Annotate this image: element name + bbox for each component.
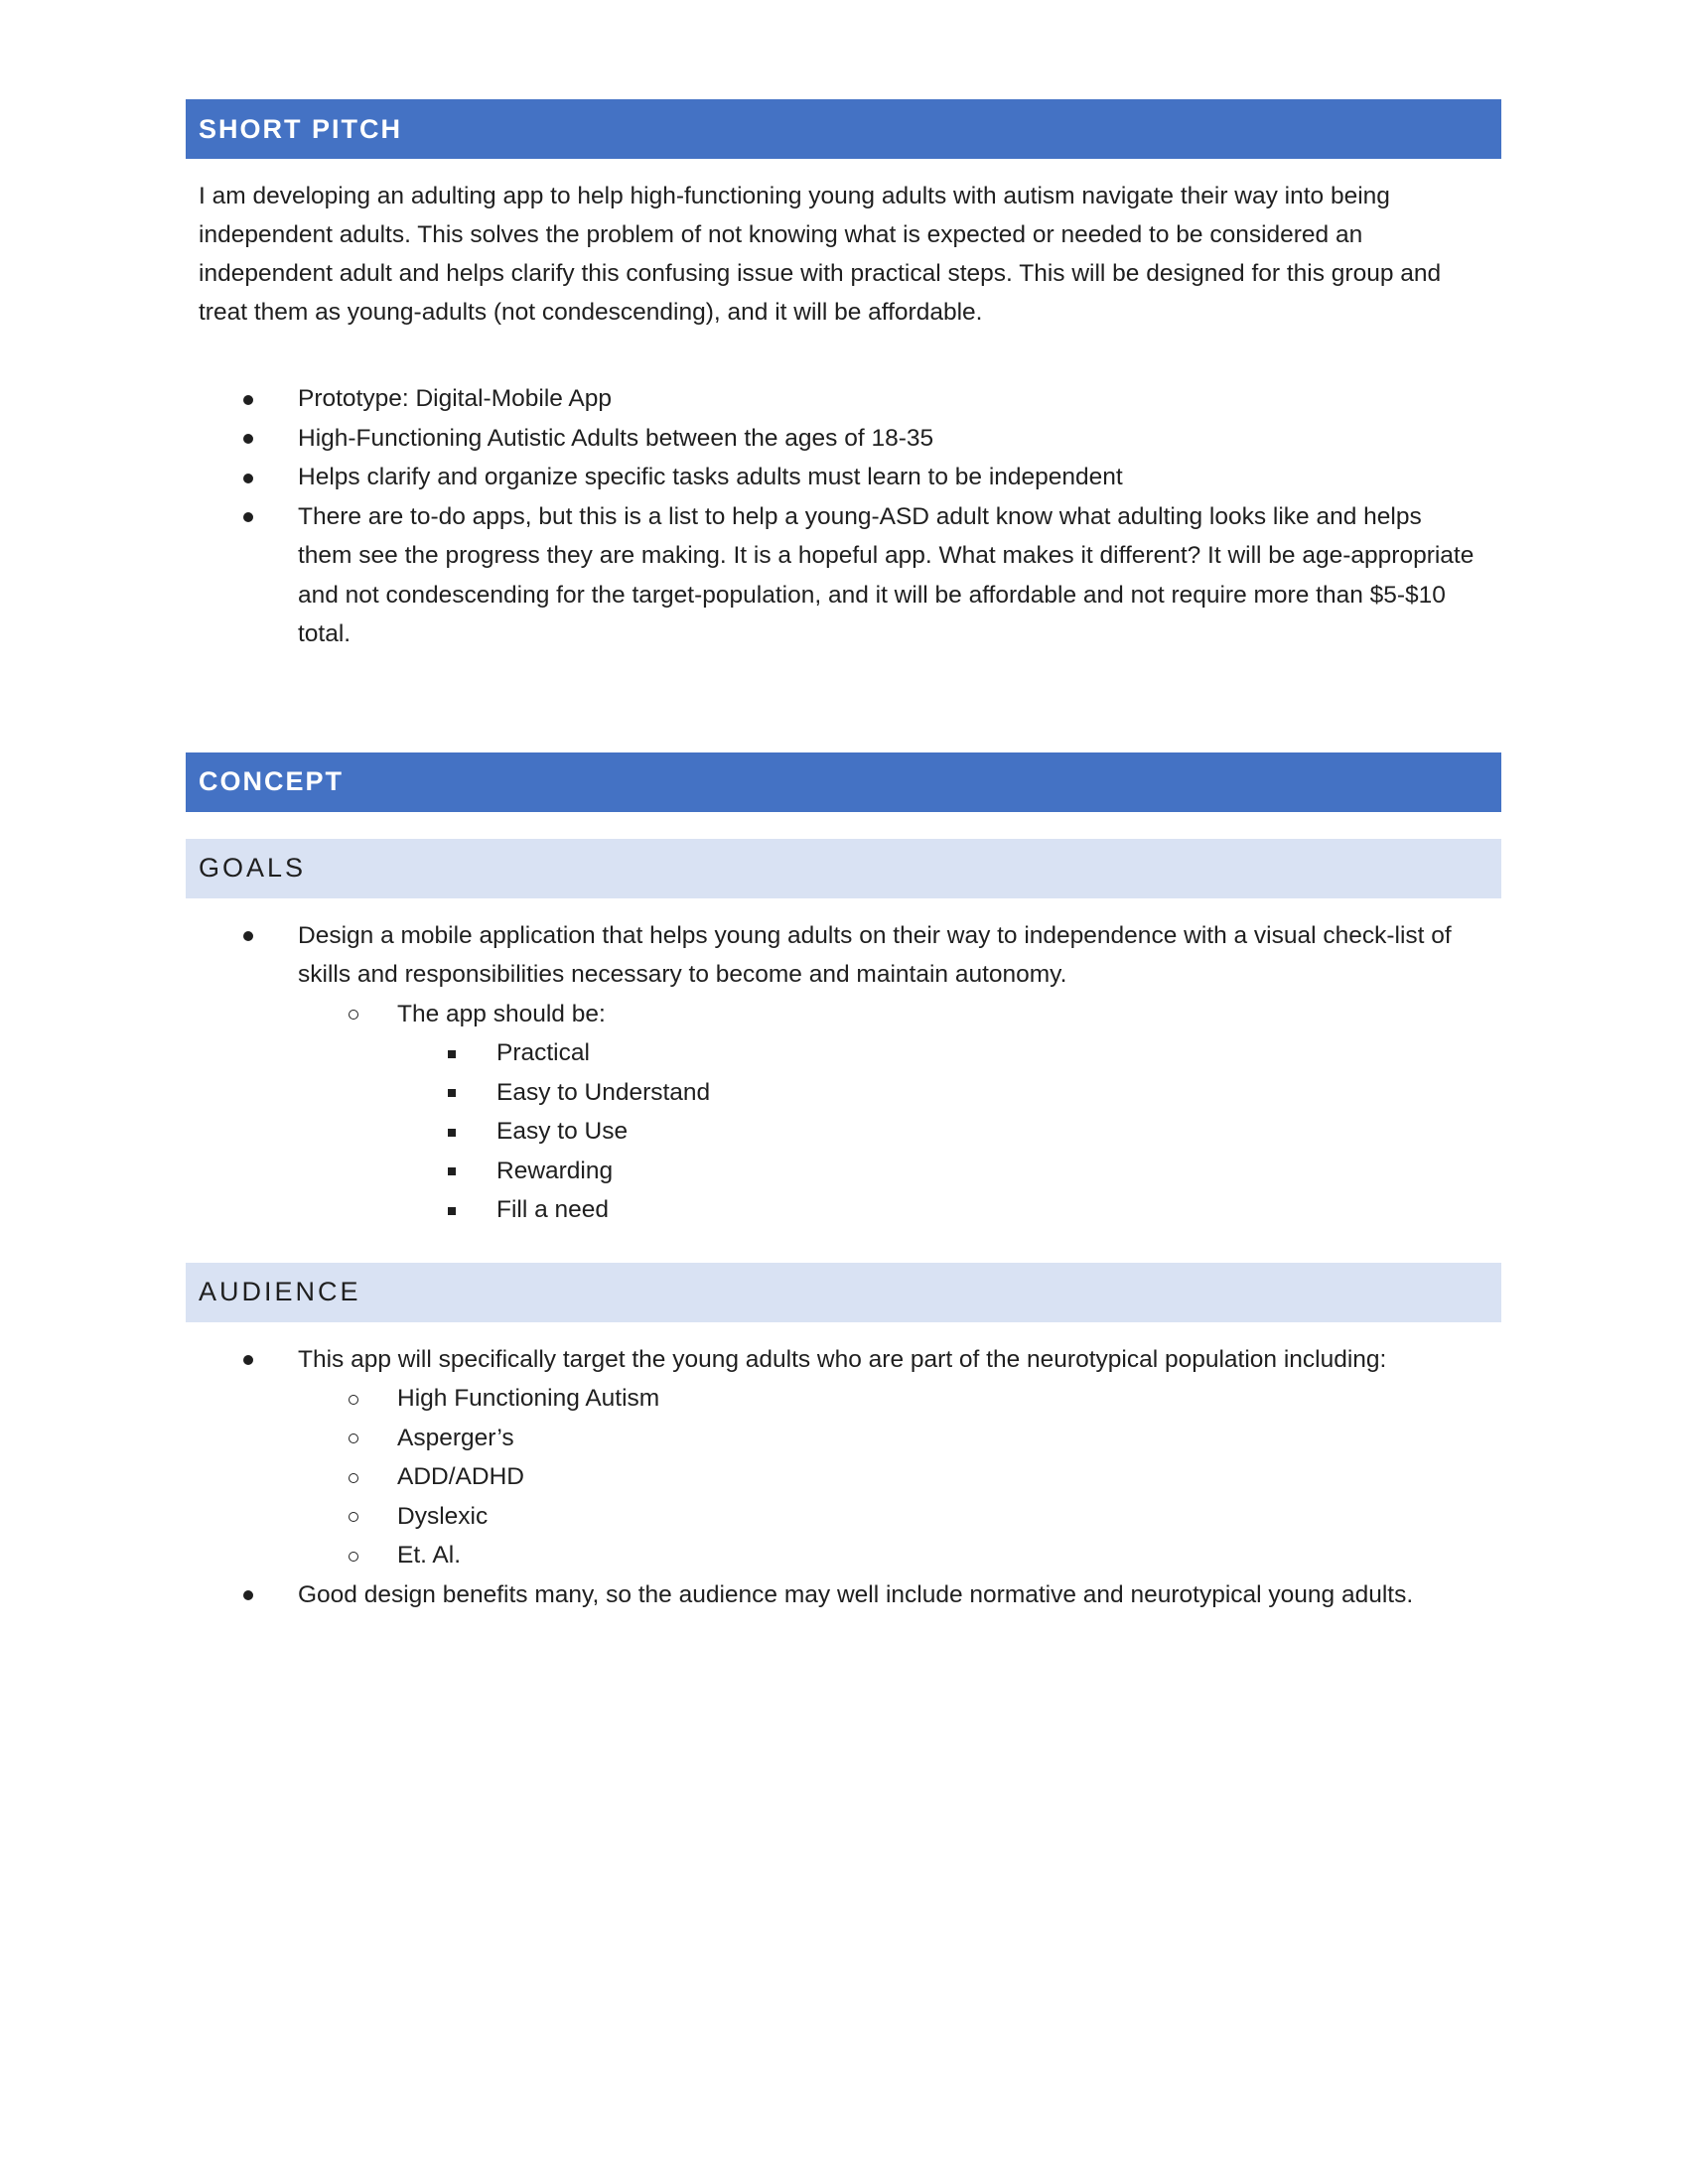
list-item-text: Helps clarify and organize specific tasks adults must learn to be independent [298, 464, 1123, 490]
list-item-text: The app should be: [397, 1000, 606, 1027]
list-item [186, 458, 1501, 497]
goals-list [186, 916, 1501, 1230]
concept-heading: CONCEPT [186, 752, 1501, 812]
short-pitch-bullet-list [186, 379, 1501, 654]
list-item [186, 1457, 1501, 1497]
list-item-text: Good design benefits many, so the audience may well include normative and neurotypical young adults. [298, 1580, 1414, 1608]
short-pitch-paragraph: I am developing an adulting app to help high-functioning young adults with autism navigate their way into being independent adults. This solves the problem of not knowing what is expected or needed to be considered an independent adult and helps clarify this confusing issue with practical steps. This will be designed for this group and treat them as young-adults (not condescending), and it will be affordable. [199, 183, 1442, 326]
list-item [186, 916, 1501, 995]
bullet-ring-icon [349, 1536, 358, 1575]
list-item [186, 1379, 1501, 1419]
list-item [186, 1497, 1501, 1537]
bullet-square-icon [448, 1112, 456, 1152]
list-item [186, 1152, 1501, 1191]
list-item [186, 1073, 1501, 1113]
list-item-text: Dyslexic [397, 1502, 489, 1530]
list-item-text: ADD/ADHD [397, 1463, 524, 1490]
bullet-ring-icon [349, 1419, 358, 1458]
list-item [186, 995, 1501, 1034]
list-item-text: Asperger’s [397, 1424, 514, 1451]
bullet-dot-icon [243, 1340, 253, 1380]
list-item [186, 497, 1501, 654]
list-item [186, 1536, 1501, 1575]
list-item [186, 1112, 1501, 1152]
bullet-ring-icon [349, 1497, 358, 1537]
list-item-text: Rewarding [496, 1157, 614, 1184]
bullet-square-icon [448, 1073, 456, 1113]
bullet-dot-icon [243, 1575, 253, 1615]
document-page [186, 99, 1501, 1614]
list-item-text: Fill a need [496, 1196, 610, 1223]
bullet-dot-icon [243, 497, 253, 537]
list-item [186, 1419, 1501, 1458]
list-item [186, 1340, 1501, 1380]
list-item-text: High-Functioning Autistic Adults between the ages of 18-35 [298, 424, 934, 452]
bullet-dot-icon [243, 916, 253, 956]
list-item [186, 1033, 1501, 1073]
list-item [186, 1190, 1501, 1230]
bullet-square-icon [448, 1152, 456, 1191]
bullet-ring-icon [349, 1379, 358, 1419]
list-item-text: Et. Al. [397, 1542, 462, 1569]
list-item-text: Easy to Use [496, 1118, 629, 1145]
list-item-text: Design a mobile application that helps young adults on their way to independence with a visual check-list of skills and responsibilities necessary to become and maintain autonomy. [298, 921, 1452, 988]
bullet-square-icon [448, 1190, 456, 1230]
list-item-text: Practical [496, 1039, 590, 1066]
short-pitch-heading: SHORT PITCH [186, 99, 1501, 159]
list-item-text: High Functioning Autism [397, 1385, 660, 1412]
list-item [186, 1575, 1501, 1615]
audience-list [186, 1340, 1501, 1615]
bullet-dot-icon [243, 379, 253, 419]
list-item-text: Easy to Understand [496, 1078, 711, 1106]
list-item-text: Prototype: Digital-Mobile App [298, 385, 612, 412]
bullet-square-icon [448, 1033, 456, 1073]
list-item-text: This app will specifically target the young adults who are part of the neurotypical population including: [298, 1345, 1387, 1373]
bullet-ring-icon [349, 995, 358, 1034]
list-item [186, 379, 1501, 419]
bullet-dot-icon [243, 458, 253, 497]
audience-heading: AUDIENCE [186, 1263, 1501, 1322]
goals-heading: GOALS [186, 839, 1501, 898]
list-item-text: There are to-do apps, but this is a list to help a young-ASD adult know what adulting looks like and helps them see the progress they are making. It is a hopeful app. What makes it different? It will be age-appropriate and not condescending for the target-population, and it will be affordable and not require more than $5-$10 total. [298, 502, 1475, 647]
list-item [186, 419, 1501, 459]
bullet-dot-icon [243, 419, 253, 459]
bullet-ring-icon [349, 1457, 358, 1497]
